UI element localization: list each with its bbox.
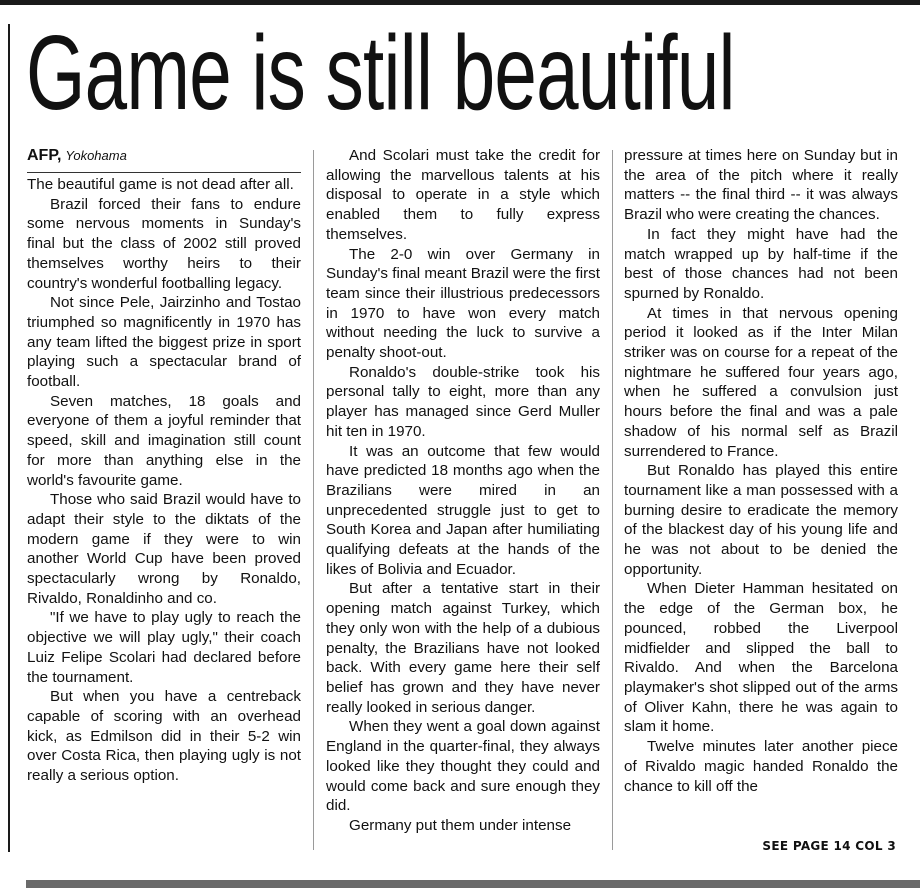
byline-rule (27, 172, 301, 173)
headline: Game is still beautiful (26, 14, 735, 132)
top-rule (0, 0, 920, 5)
paragraph: "If we have to play ugly to reach the objective we will play ugly," their coach Luiz Felipe Scolari had declared before the tournament. (27, 609, 301, 686)
paragraph: Seven matches, 18 goals and everyone of them a joyful reminder that speed, skill and imagination still count for more than anything else in the world's favourite game. (27, 392, 301, 489)
paragraph: Germany put them under intense (349, 816, 572, 834)
bottom-rule (26, 880, 920, 888)
paragraph: Those who said Brazil would have to adapt their style to the diktats of the modern game if they were to win another World Cup have been proved spectacularly wrong by Ronaldo, Rivaldo, Ronaldinho and co. (27, 491, 301, 607)
paragraph: When they went a goal down against England in the quarter-final, they always looked like they thought they could and would come back and sure enough they did. (326, 718, 600, 815)
paragraph: At times in that nervous opening period it looked as if the Inter Milan striker was on course for a repeat of the nightmare he suffered four years ago, when he suffered a convulsion just hours before the final and was a pale shadow of his normal self as Brazil surrendered to France. (624, 304, 898, 460)
left-border-rule (8, 24, 10, 852)
paragraph: Brazil forced their fans to endure some nervous moments in Sunday's final but the class of 2002 still proved themselves worthy heirs to their country's wonderful footballing legacy. (27, 195, 301, 292)
paragraph: pressure at times here on Sunday but in the area of the pitch where it really matters -- the final third -- it was always Brazil who were creating the chances. (624, 147, 898, 224)
column-divider (313, 150, 314, 850)
paragraph: And Scolari must take the credit for allowing the marvellous talents at his disposal to operate in a style which enabled them to fully express themselves. (326, 147, 600, 243)
paragraph: The beautiful game is not dead after all. (27, 176, 294, 193)
byline-agency: AFP, (27, 147, 62, 164)
article-column-3 (624, 146, 898, 796)
article-column-1 (27, 146, 301, 786)
paragraph: But after a tentative start in their opening match against Turkey, which they only won with the help of a dubious penalty, the Brazilians have not looked back. With every game here their self belief has grown and they have never really looked in serious danger. (326, 580, 600, 716)
article-column-2 (326, 146, 600, 836)
paragraph: In fact they might have had the match wrapped up by half-time if the best of those chances had not been spurned by Ronaldo. (624, 225, 898, 302)
paragraph: It was an outcome that few would have predicted 18 months ago when the Brazilians were mired in an unprecedented struggle just to get to South Korea and Japan after humiliating qualifying defeats at the hands of the likes of Bolivia and Ecuador. (326, 442, 600, 578)
paragraph: The 2-0 win over Germany in Sunday's final meant Brazil were the first team since their illustrious predecessors in 1970 to have won every match without needing the luck to survive a penalty shoot-out. (326, 245, 600, 362)
continuation-jump-line: SEE PAGE 14 COL 3 (762, 839, 896, 853)
paragraph: But Ronaldo has played this entire tournament like a man possessed with a burning desire to eradicate the memory of the blackest day of his young life and he was not about to be denied the opportunity. (624, 462, 898, 578)
byline-place: Yokohama (65, 148, 127, 163)
byline (27, 146, 301, 166)
paragraph: When Dieter Hamman hesitated on the edge of the German box, he pounced, robbed the Liverpool midfielder and slipped the ball to Rivaldo. And when the Barcelona playmaker's shot slipped out of the arms of Oliver Kahn, there he was again to slam it home. (624, 580, 898, 736)
paragraph: Not since Pele, Jairzinho and Tostao triumphed so magnificently in 1970 has any team lifted the biggest prize in sport playing such a spectacular brand of football. (27, 294, 301, 391)
paragraph: Twelve minutes later another piece of Rivaldo magic handed Ronaldo the chance to kill off the (624, 738, 898, 795)
paragraph: But when you have a centreback capable of scoring with an overhead kick, as Edmilson did in their 5-2 win over Costa Rica, then playing ugly is not really a serious option. (27, 688, 301, 785)
paragraph: Ronaldo's double-strike took his personal tally to eight, more than any player has managed since Gerd Muller hit ten in 1970. (326, 363, 600, 440)
column-divider (612, 150, 613, 850)
